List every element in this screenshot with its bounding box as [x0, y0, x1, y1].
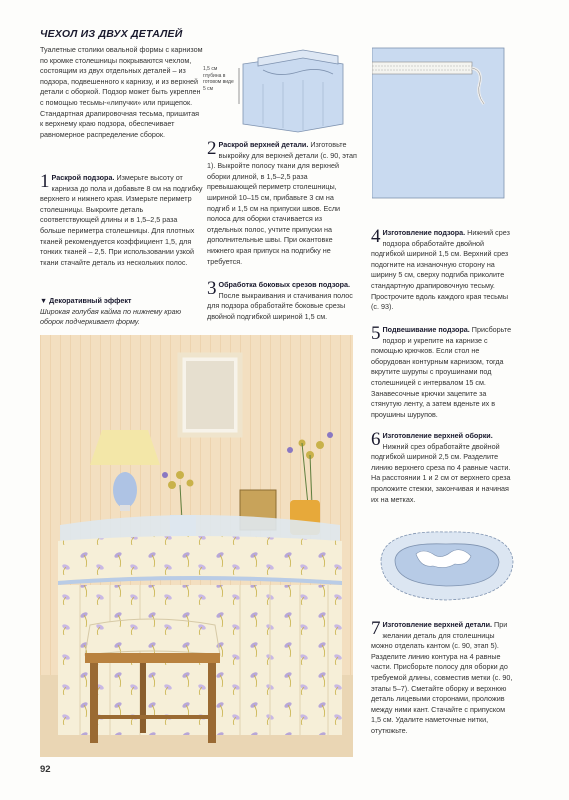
dimension-label: 5 см	[203, 85, 214, 92]
step-heading: Раскрой верхней детали.	[218, 140, 309, 149]
step-text: При желании деталь для столешницы можно отделать кантом (с. 90, этап 5). Разделите линию контура на 4 равные части. Присборьте полосу для оборки до требуемой длины, совместив метки (с. 90, этапы 5–7). Сметайте оборку и верхнюю деталь лицевыми сторонами, проложив между ними кант. Стачайте с припуском 1,5 см. Удалите наметочные нитки, отутюжьте.	[371, 620, 513, 735]
dimension-label: 1,5 см	[203, 66, 218, 72]
step-7	[371, 620, 516, 737]
step-3	[207, 280, 357, 322]
step-text: После выкраивания и стачивания полос для подзора обработайте боковые срезы двойной подгибкой шириной 1,5 см.	[207, 290, 353, 321]
step-4	[371, 228, 516, 313]
section-title: ЧЕХОЛ ИЗ ДВУХ ДЕТАЛЕЙ	[40, 28, 183, 40]
figure-valance	[203, 44, 353, 136]
step-number: 6	[371, 429, 381, 450]
step-heading: Изготовление верхней оборки.	[382, 431, 493, 440]
intro-text: Туалетные столики овальной формы с карнизом по кромке столешницы покрываются чехлом, состоящим из двух отдельных деталей – из подзора, подвешенного к карнизу, и из верхней детали с оборкой. Подзор может быть укреплен с помощью тесьмы-«липучки» или прищепок. Стандартная драпировочная тесьма, пришитая к верхнему краю подзора, обеспечивает равномерное распределение сборок.	[40, 45, 203, 139]
dimension-label: глубина в готовом виде	[203, 72, 234, 85]
step-1	[40, 173, 203, 268]
tip-heading: Декоративный эффект	[49, 296, 132, 305]
step-text: Изготовьте выкройку для верхней детали (с. 90, этап 1). Выкройте полосу ткани для верхней оборки длиной, в 1,5–2,5 раза превышающей периметр столешницы, шириной 10–15 см, прибавьте 3 см на подгиб и 1,5 см на припуски швов. Если полоса для оборки стачивается из отдельных полос, учтите припуски на дополнительные швы. При окантовке нижнего края припуск на подгибку не требуется.	[207, 140, 357, 266]
step-heading: Раскрой подзора.	[51, 173, 115, 182]
step-text: Нижний срез обработайте двойной подгибкой шириной 2,5 см. Разделите линию верхнего среза по 4 равные части. На расстоянии 1 и 2 см от верхнего среза проложите стежки, закончивая и начиная их на метках.	[371, 441, 511, 504]
step-heading: Изготовление подзора.	[382, 228, 466, 237]
page-number: 92	[40, 764, 51, 775]
dressing-table-photo	[40, 335, 353, 757]
step-text: Нижний срез подзора обработайте двойной подгибкой шириной 1,5 см. Верхний срез подогните на изнаночную сторону на ширину 5 см, сверху подгиба приколите стандартную драпировочную тесьму. Прострочите вдоль каждого края тесьмы (с. 93).	[371, 228, 510, 312]
step-number: 7	[371, 618, 381, 639]
step-5	[371, 325, 516, 420]
step-number: 1	[40, 171, 50, 192]
figure-heading-tape	[372, 40, 516, 220]
step-6	[371, 431, 516, 505]
triangle-icon: ▼	[40, 296, 48, 305]
step-text: Измерьте высоту от карниза до пола и добавьте 8 см на подгибку верхнего и нижнего края. Измерьте периметр столешницы. Выкроите деталь соответствующей длины и в 1,5–2,5 раза больше периметра столешницы. Для плотных тканей рекомендуется коэффициент 1,5, для тонких тканей – 2,5. При использовании узкой ткани стачайте деталь из нескольких полос.	[40, 173, 203, 267]
step-number: 4	[371, 226, 381, 247]
step-text: Присборьте подзор и укрепите на карнизе с помощью крючков. Если стол не оборудован контурным карнизом, тогда вкрутите шурупы с проушинами под столешницей с интервалом 15 см. Занавесочные крючки зацепите за стянутую ленту, а затем вденьте их в проушины шурупов.	[371, 325, 512, 419]
step-heading: Обработка боковых срезов подзора.	[218, 280, 350, 289]
figure-oval-top	[371, 520, 521, 612]
step-number: 3	[207, 278, 217, 299]
step-heading: Подвешивание подзора.	[382, 325, 470, 334]
step-heading: Изготовление верхней детали.	[382, 620, 493, 629]
tip-text: Широкая голубая кайма по нижнему краю оборок подчеркивает форму.	[40, 306, 181, 327]
tip-box	[40, 296, 203, 328]
step-number: 5	[371, 323, 381, 344]
step-number: 2	[207, 138, 217, 159]
step-2	[207, 140, 357, 267]
